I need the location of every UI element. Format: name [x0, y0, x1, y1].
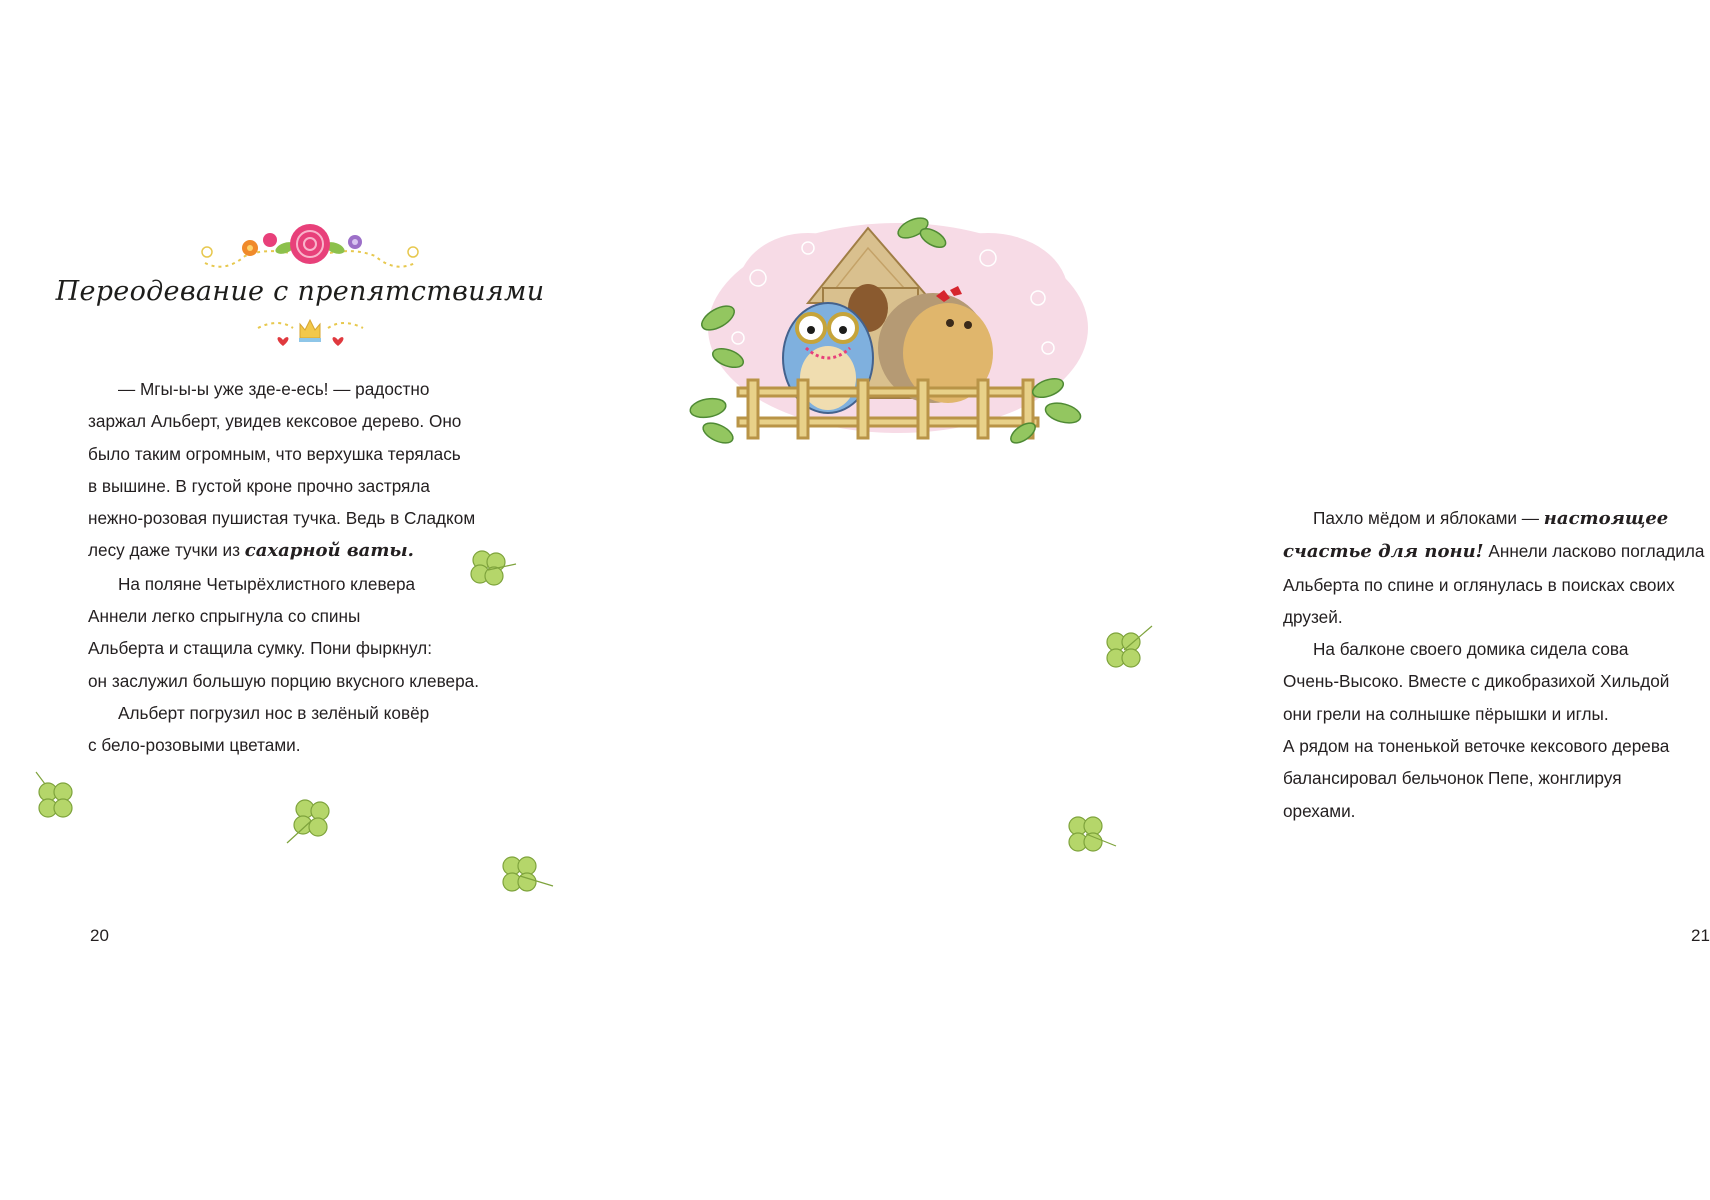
four-leaf-clover-icon: [30, 770, 82, 826]
text-line: друзей.: [1283, 606, 1343, 627]
text-fragment: Пахло мёдом и яблоками —: [1313, 508, 1539, 528]
text-line: балансировал бельчонок Пепе, жонглируя: [1283, 768, 1622, 789]
text-line: он заслужил большую порцию вкусного клевера.: [88, 670, 479, 691]
left-page: [0, 0, 600, 1200]
text-line: Аннели легко спрыгнула со спины: [88, 606, 361, 627]
text-line: Альберт погрузил нос в зелёный ковёр: [118, 702, 430, 723]
text-line: в вышине. В густой кроне прочно застряла: [88, 475, 430, 496]
page-number: 20: [90, 926, 109, 945]
four-leaf-clover-icon: [283, 795, 338, 845]
text-line: [1283, 502, 1705, 535]
four-leaf-clover-icon: [462, 546, 518, 594]
text-line: А рядом на тоненькой веточке кексового дерева: [1283, 736, 1670, 757]
text-line: заржал Альберт, увидев кексовое дерево. Оно: [88, 411, 462, 432]
page-number: 21: [1691, 926, 1710, 945]
text-line: На поляне Четырёхлистного клевера: [118, 573, 416, 594]
left-body-text: [88, 373, 479, 762]
four-leaf-clover-icon: [1100, 624, 1155, 674]
text-line: орехами.: [1283, 800, 1356, 821]
text-line: они грели на солнышке пёрышки и иглы.: [1283, 703, 1609, 724]
four-leaf-clover-icon: [1058, 808, 1118, 860]
text-line: [88, 534, 479, 567]
script-phrase: счастье для пони!: [1283, 541, 1484, 563]
text-line: — Мгы-ы-ы уже зде-е-есь! — радостно: [118, 379, 430, 399]
text-line: нежно-розовая пушистая тучка. Ведь в Сладком: [88, 508, 476, 529]
text-fragment: лесу даже тучки из: [88, 540, 240, 561]
chapter-title: Переодевание с препятствиями: [55, 276, 545, 307]
flower-ornament: [195, 218, 425, 278]
four-leaf-clover-icon: [495, 852, 555, 902]
text-line: было таким огромным, что верхушка терялась: [88, 443, 461, 464]
text-line: с бело-розовыми цветами.: [88, 735, 301, 756]
script-phrase: сахарной ваты.: [244, 540, 414, 562]
right-page: [600, 0, 1710, 1200]
text-fragment: Аннели ласково погладила: [1488, 541, 1705, 562]
text-line: Альберта по спине и оглянулась в поисках своих: [1283, 574, 1675, 595]
text-line: [1283, 535, 1705, 568]
script-phrase: настоящее: [1543, 508, 1669, 529]
text-line: Очень-Высоко. Вместе с дикобразихой Хильдой: [1283, 671, 1670, 692]
crown-ornament: [253, 314, 368, 350]
right-body-text: [1283, 502, 1705, 827]
text-line: Альберта и стащила сумку. Пони фыркнул:: [88, 638, 432, 659]
text-line: На балконе своего домика сидела сова: [1313, 639, 1629, 660]
owl-porcupine-balcony-illustration: [688, 208, 1088, 453]
